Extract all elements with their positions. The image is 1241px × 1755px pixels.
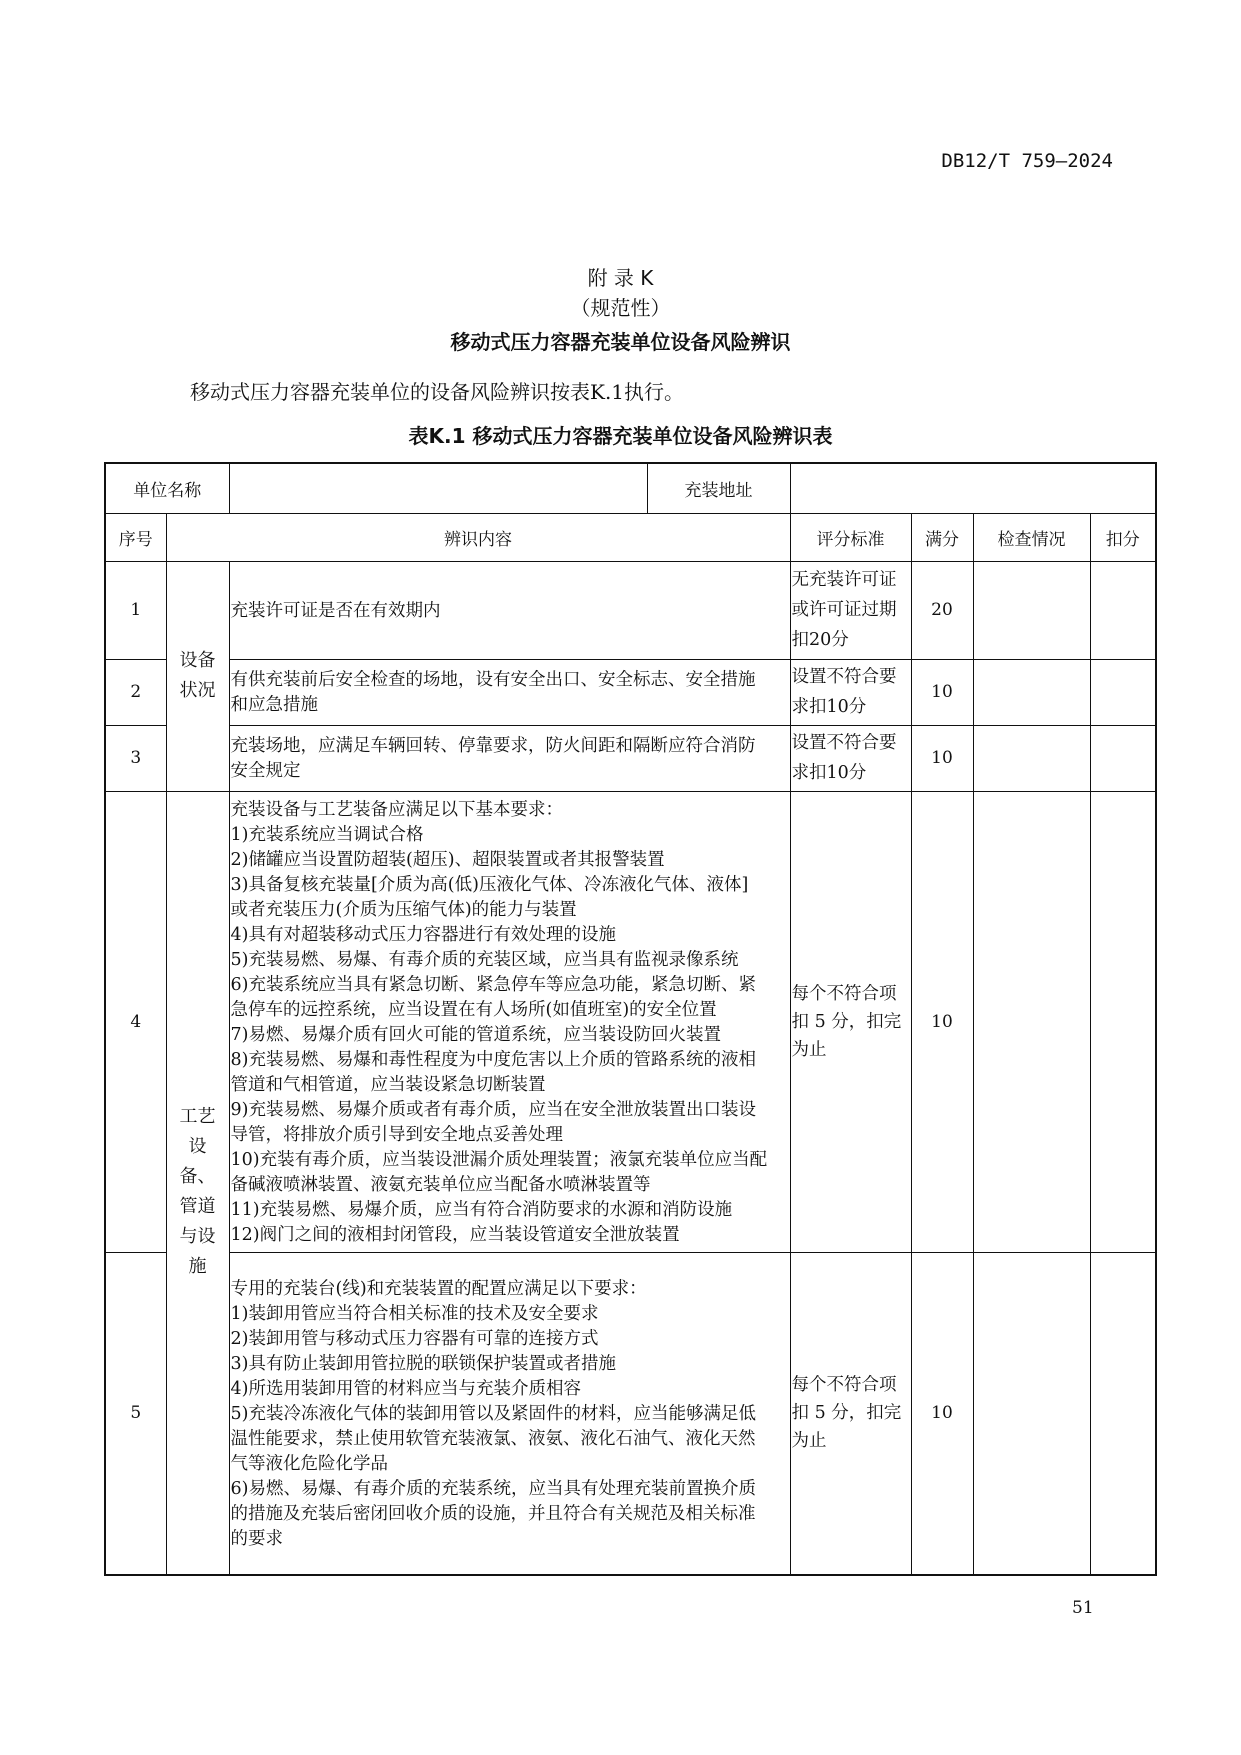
content-line: 5)充装冷冻液化气体的装卸用管以及紧固件的材料，应当能够满足低 (230, 1403, 756, 1424)
content-line: 充装设备与工艺装备应满足以下基本要求： (230, 799, 563, 820)
criteria-line: 设置不符合要 (791, 733, 897, 753)
check-status-cell[interactable] (973, 725, 1090, 791)
category-label: 工艺设备、管道与设施 (179, 1105, 216, 1277)
content-line: 有供充装前后安全检查的场地，设有安全出口、安全标志、安全措施 (230, 670, 756, 690)
content-line: 6)易燃、易爆、有毒介质的充装系统，应当具有处理充装前置换介质 (230, 1478, 756, 1499)
deduction-cell[interactable] (1090, 725, 1156, 791)
content-line: 11)充装易燃、易爆介质，应当有符合消防要求的水源和消防设施 (230, 1199, 733, 1220)
content-line: 4)所选用装卸用管的材料应当与充装介质相容 (230, 1378, 581, 1399)
risk-identification-table (104, 462, 1157, 1576)
identification-content (229, 561, 790, 659)
unit-info-row (105, 463, 1156, 513)
content-line: 9)充装易燃、易爆介质或者有毒介质，应当在安全泄放装置出口装设 (230, 1099, 756, 1120)
category-cell (166, 561, 229, 791)
address-label: 充装地址 (647, 463, 790, 513)
content-line: 10)充装有毒介质，应当装设泄漏介质处理装置；液氯充装单位应当配 (230, 1149, 768, 1170)
table-row (105, 659, 1156, 725)
scoring-criteria (790, 791, 911, 1252)
content-line: 3)具有防止装卸用管拉脱的联锁保护装置或者措施 (230, 1353, 616, 1374)
identification-content (229, 1252, 790, 1575)
standard-number: DB12/T 759—2024 (941, 150, 1113, 172)
content-line: 和应急措施 (230, 695, 318, 715)
criteria-line: 设置不符合要 (791, 667, 897, 687)
criteria-line: 求扣10分 (791, 763, 867, 783)
full-score: 10 (911, 725, 973, 791)
content-line: 1)充装系统应当调试合格 (230, 824, 424, 845)
table-row (105, 561, 1156, 659)
scoring-criteria (790, 725, 911, 791)
deduction-cell[interactable] (1090, 1252, 1156, 1575)
scoring-criteria (790, 1252, 911, 1575)
row-number: 5 (105, 1252, 166, 1575)
deduction-cell[interactable] (1090, 659, 1156, 725)
content-line: 7)易燃、易爆介质有回火可能的管道系统，应当装设防回火装置 (230, 1024, 721, 1045)
content-line: 4)具有对超装移动式压力容器进行有效处理的设施 (230, 924, 616, 945)
identification-content (229, 659, 790, 725)
content-line: 专用的充装台(线)和充装装置的配置应满足以下要求： (230, 1278, 647, 1299)
content-line: 8)充装易燃、易爆和毒性程度为中度危害以上介质的管路系统的液相 (230, 1049, 756, 1070)
criteria-line: 扣 5 分，扣完 (791, 1011, 902, 1032)
content-line: 的措施及充装后密闭回收介质的设施，并且符合有关规范及相关标准 (230, 1503, 756, 1524)
criteria-line: 求扣10分 (791, 697, 867, 717)
content-line: 2)装卸用管与移动式压力容器有可靠的连接方式 (230, 1328, 599, 1349)
content-line: 充装许可证是否在有效期内 (230, 600, 441, 621)
col-header-criteria: 评分标准 (790, 513, 911, 561)
content-line: 1)装卸用管应当符合相关标准的技术及安全要求 (230, 1303, 599, 1324)
content-line: 5)充装易燃、易爆、有毒介质的充装区域，应当具有监视录像系统 (230, 949, 739, 970)
content-line: 温性能要求，禁止使用软管充装液氯、液氨、液化石油气、液化天然 (230, 1428, 756, 1449)
content-line: 管道和气相管道，应当装设紧急切断装置 (230, 1074, 546, 1095)
criteria-line: 为止 (791, 1039, 827, 1060)
check-status-cell[interactable] (973, 561, 1090, 659)
scoring-criteria (790, 561, 911, 659)
unit-name-value (229, 463, 647, 513)
content-line: 6)充装系统应当具有紧急切断、紧急停车等应急功能，紧急切断、紧 (230, 974, 756, 995)
table-row (105, 791, 1156, 1252)
criteria-line: 每个不符合项 (791, 1375, 897, 1396)
appendix-subject: 移动式压力容器充装单位设备风险辨识 (450, 330, 791, 354)
page-number: 51 (1072, 1598, 1094, 1618)
full-score: 10 (911, 659, 973, 725)
category-label: 设备状况 (179, 650, 216, 701)
criteria-line: 扣 5 分，扣完 (791, 1403, 902, 1424)
criteria-line: 扣20分 (791, 630, 849, 650)
deduction-cell[interactable] (1090, 791, 1156, 1252)
content-line: 充装场地，应满足车辆回转、停靠要求，防火间距和隔断应符合消防 (230, 736, 756, 756)
content-line: 气等液化危险化学品 (230, 1453, 388, 1474)
col-header-no: 序号 (105, 513, 166, 561)
check-status-cell[interactable] (973, 791, 1090, 1252)
content-line: 的要求 (230, 1528, 283, 1549)
row-number: 3 (105, 725, 166, 791)
col-header-content: 辨识内容 (166, 513, 790, 561)
full-score: 10 (911, 1252, 973, 1575)
criteria-line: 或许可证过期 (791, 600, 897, 620)
table-caption: 表K.1 移动式压力容器充装单位设备风险辨识表 (408, 424, 833, 448)
appendix-nature: （规范性） (570, 296, 671, 320)
full-score: 10 (911, 791, 973, 1252)
row-number: 2 (105, 659, 166, 725)
column-header-row (105, 513, 1156, 561)
content-line: 急停车的远控系统，应当设置在有人场所(如值班室)的安全位置 (230, 999, 717, 1020)
col-header-deduct: 扣分 (1090, 513, 1156, 561)
row-number: 1 (105, 561, 166, 659)
criteria-line: 为止 (791, 1431, 827, 1452)
content-line: 安全规定 (230, 761, 301, 781)
address-value (790, 463, 1156, 513)
intro-paragraph: 移动式压力容器充装单位的设备风险辨识按表K.1执行。 (190, 380, 685, 404)
content-line: 12)阀门之间的液相封闭管段，应当装设管道安全泄放装置 (230, 1224, 680, 1245)
identification-content (229, 725, 790, 791)
scoring-criteria (790, 659, 911, 725)
check-status-cell[interactable] (973, 1252, 1090, 1575)
row-number: 4 (105, 791, 166, 1252)
full-score: 20 (911, 561, 973, 659)
table-row (105, 1252, 1156, 1575)
unit-name-label: 单位名称 (105, 463, 229, 513)
table-row (105, 725, 1156, 791)
content-line: 3)具备复核充装量[介质为高(低)压液化气体、冷冻液化气体、液体] (230, 874, 749, 895)
appendix-title: 附 录 K (587, 266, 654, 290)
criteria-line: 每个不符合项 (791, 983, 897, 1004)
col-header-full: 满分 (911, 513, 973, 561)
deduction-cell[interactable] (1090, 561, 1156, 659)
criteria-line: 无充装许可证 (791, 570, 897, 590)
category-cell (166, 791, 229, 1575)
col-header-check: 检查情况 (973, 513, 1090, 561)
content-line: 或者充装压力(介质为压缩气体)的能力与装置 (230, 899, 577, 920)
content-line: 备碱液喷淋装置、液氨充装单位应当配备水喷淋装置等 (230, 1174, 651, 1195)
check-status-cell[interactable] (973, 659, 1090, 725)
content-line: 2)储罐应当设置防超装(超压)、超限装置或者其报警装置 (230, 849, 665, 870)
identification-content (229, 791, 790, 1252)
content-line: 导管，将排放介质引导到安全地点妥善处理 (230, 1124, 563, 1145)
